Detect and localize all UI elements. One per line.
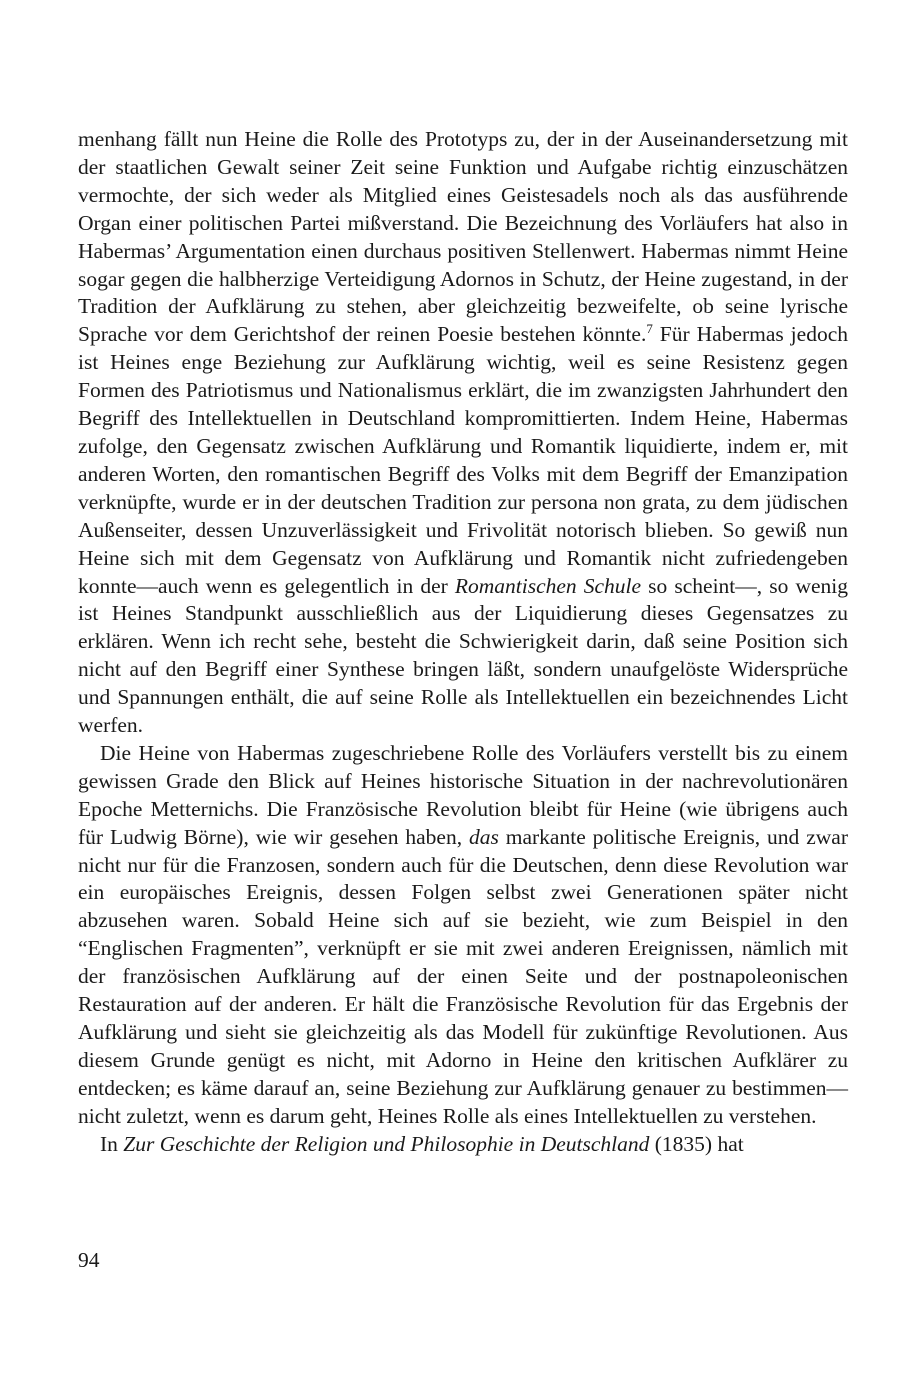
paragraph-3: In Zur Geschichte der Religion und Philosophie in Deutschland (1835) hat <box>100 1131 744 1156</box>
footnote-ref-7: 7 <box>646 321 653 337</box>
page-number: 94 <box>78 1248 100 1272</box>
paragraph-1: menhang fällt nun Heine die Rolle des Prototyps zu, der in der Auseinandersetzung mit der staatlichen Gewalt seiner Zeit seine Funktion und Aufgabe richtig einzuschätzen vermochte, der sich weder als Mitglied eines Geistesadels noch als das ausführende Organ einer politischen Partei mißverstand. Die Bezeichnung des Vorläufers hat also in Habermas’ Argumentation einen durchaus positiven Stellenwert. Habermas nimmt Heine sogar gegen die halbherzige Verteidigung Adornos in Schutz, der Heine zugestand, in der Tradition der Aufklärung zu stehen, aber gleichzeitig bezweifelte, ob seine lyrische Sprache vor dem Gerichtshof der reinen Poesie bestehen könnte.$^7$ Für Habermas jedoch ist Heines enge Beziehung zur Aufklärung wichtig, weil es seine Resistenz gegen Formen des Patriotismus und Nationalismus erklärt, die im zwanzigsten Jahrhundert den Begriff des Intellektuellen in Deutschland kompromittierten. Indem Heine, Habermas zufolge, den Gegensatz zwischen Aufklärung und Romantik liquidierte, indem er, mit anderen Worten, den romantischen Begriff des Volks mit dem Begriff der Emanzipation verknüpfte, wurde er in der deutschen Tradition zur persona non grata, zu dem jüdischen Außenseiter, dessen Unzuverlässigkeit und Frivolität notorisch blieben. So gewiß nun Heine sich mit dem Gegensatz von Aufklärung und Romantik nicht zufriedengeben konnte—auch wenn es gelegentlich in der Romantischen Schule so scheint—, so wenig ist Heines Standpunkt ausschließlich aus der Liquidierung dieses Gegensatzes zu erklären. Wenn ich recht sehe, besteht die Schwierigkeit darin, daß seine Position sich nicht auf den Begriff einer Synthese bringen läßt, sondern unaufgelöste Widersprüche und Spannungen enthält, die auf seine Rolle als Intellektuellen ein bezeichnendes Licht werfen. <box>78 127 848 738</box>
emphasis-das: das <box>468 824 499 849</box>
body-text <box>78 126 848 1159</box>
book-title-romantische-schule: Romantischen Schule <box>454 573 642 598</box>
paragraph-2: Die Heine von Habermas zugeschriebene Rolle des Vorläufers verstellt bis zu einem gewissen Grade den Blick auf Heines historische Situation in der nachrevolutionären Epoche Metternichs. Die Französische Revolution bleibt für Heine (wie übrigens auch für Ludwig Börne), wie wir gesehen haben, das markante politische Ereignis, und zwar nicht nur für die Franzosen, sondern auch für die Deutschen, denn diese Revolution war ein europäisches Ereignis, dessen Folgen selbst zwei Generationen später nicht abzusehen waren. Sobald Heine sich auf sie bezieht, wie zum Beispiel in den “Englischen Fragmenten”, verknüpft er sie mit zwei anderen Ereignissen, nämlich mit der französischen Aufklärung auf der einen Seite und der postnapoleonischen Restauration auf der anderen. Er hält die Französische Revolution für das Ergebnis der Aufklärung und sieht sie gleichzeitig als das Modell für zukünftige Revolutionen. Aus diesem Grunde genügt es nicht, mit Adorno in Heine den kritischen Aufklärer zu entdecken; es käme darauf an, seine Beziehung zur Aufklärung genauer zu bestimmen—nicht zuletzt, wenn es darum geht, Heines Rolle als eines Intellektuellen zu verstehen. <box>78 740 848 1128</box>
book-title-religion-philosophie: Zur Geschichte der Religion und Philosophie in Deutschland <box>123 1131 650 1156</box>
